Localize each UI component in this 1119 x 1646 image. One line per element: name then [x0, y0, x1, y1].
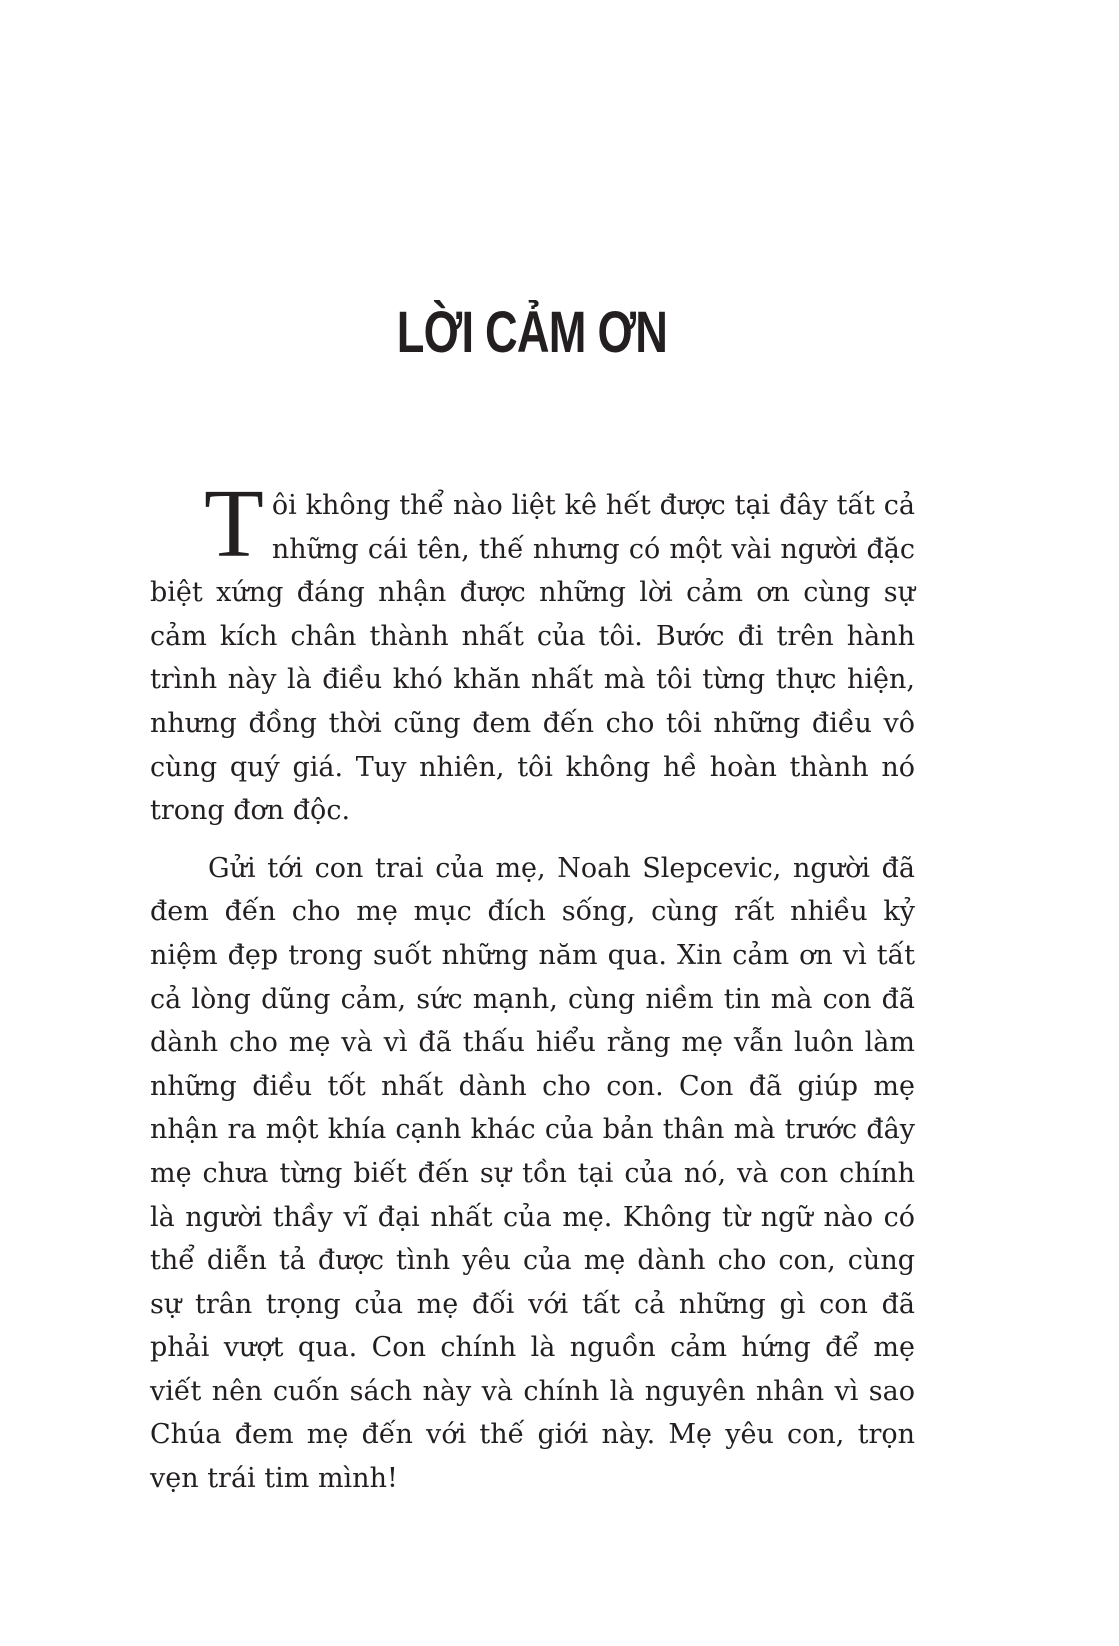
page-title: LỜI CẢM ƠN [396, 300, 668, 365]
body-text [150, 470, 915, 1501]
paragraph-2: Gửi tới con trai của mẹ, Noah Slepcevic, người đã đem đến cho mẹ mục đích sống, cùng rất nhiều kỷ niệm đẹp trong suốt những năm qua. Xin cảm ơn vì tất cả lòng dũng cảm, sức mạnh, cùng niềm tin mà con đã dành cho mẹ và vì đã thấu hiểu rằng mẹ vẫn luôn làm những điều tốt nhất dành cho con. Con đã giúp mẹ nhận ra một khía cạnh khác của bản thân mà trước đây mẹ chưa từng biết đến sự tồn tại của nó, và con chính là người thầy vĩ đại nhất của mẹ. Không từ ngữ nào có thể diễn tả được tình yêu của mẹ dành cho con, cùng sự trân trọng của mẹ đối với tất cả những gì con đã phải vượt qua. Con chính là nguồn cảm hứng để mẹ viết nên cuốn sách này và chính là nguyên nhân vì sao Chúa đem mẹ đến với thế giới này. Mẹ yêu con, trọn vẹn trái tim mình! [150, 852, 915, 1495]
paragraph-1 [150, 470, 915, 833]
drop-cap: T [204, 470, 264, 578]
paragraph-1-text: ôi không thể nào liệt kê hết được tại đây tất cả những cái tên, thế nhưng có một vài người đặc biệt xứng đáng nhận được những lời cảm ơn cùng sự cảm kích chân thành nhất của tôi. Bước đi trên hành trình này là điều khó khăn nhất mà tôi từng thực hiện, nhưng đồng thời cũng đem đến cho tôi những điều vô cùng quý giá. Tuy nhiên, tôi không hề hoàn thành nó trong đơn độc. [150, 490, 915, 827]
